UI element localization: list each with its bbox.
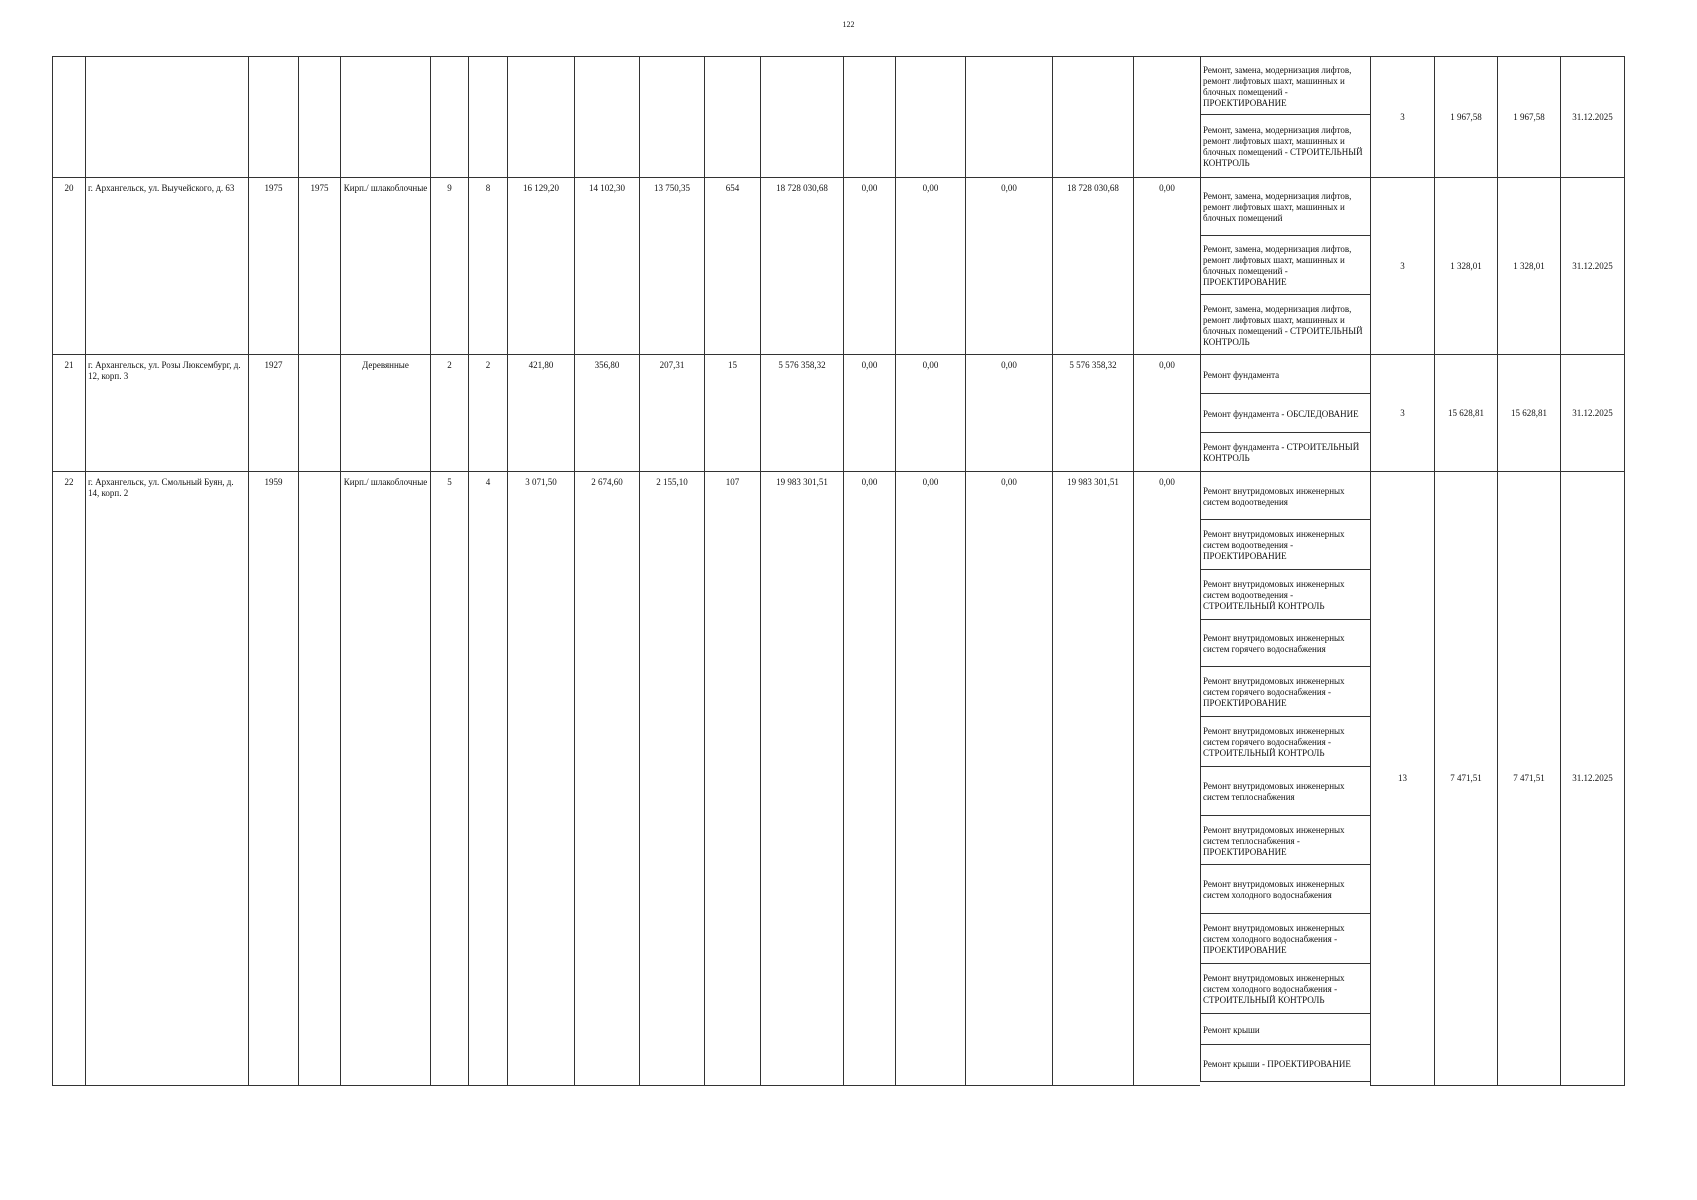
residential-area-cell: 356,80 — [574, 354, 639, 471]
wall-material-cell — [340, 56, 430, 177]
work-item: Ремонт, замена, модернизация лифтов, ремонт лифтовых шахт, машинных и блочных помещений - ПРОЕКТИРОВАНИЕ — [1200, 235, 1370, 294]
cost-total-cell: 18 728 030,68 — [760, 177, 843, 354]
work-item: Ремонт, замена, модернизация лифтов, ремонт лифтовых шахт, машинных и блочных помещений — [1200, 177, 1370, 235]
floors-cell — [430, 56, 468, 177]
work-item: Ремонт внутридомовых инженерных систем холодного водоснабжения — [1200, 864, 1370, 913]
max-cost-cell: 7 471,51 — [1497, 471, 1560, 1086]
commission-year-cell: 1927 — [248, 354, 298, 471]
unit-cost-cell: 1 967,58 — [1434, 56, 1497, 177]
cost-owners-cell: 5 576 358,32 — [1052, 354, 1133, 471]
page-number: 122 — [842, 20, 855, 29]
row-number: 21 — [52, 354, 85, 471]
residential-area-cell: 2 674,60 — [574, 471, 639, 1086]
cost-total-cell — [760, 56, 843, 177]
address-cell: г. Архангельск, ул. Смольный Буян, д. 14, корп. 2 — [85, 471, 248, 1086]
commission-year-cell: 1975 — [248, 177, 298, 354]
work-item: Ремонт крыши - ПРОЕКТИРОВАНИЕ — [1200, 1044, 1370, 1082]
owned-area-cell: 2 155,10 — [639, 471, 704, 1086]
row-number: 22 — [52, 471, 85, 1086]
cost-fund-cell: 0,00 — [843, 471, 895, 1086]
cost-fund-cell: 0,00 — [843, 354, 895, 471]
work-item: Ремонт фундамента - СТРОИТЕЛЬНЫЙ КОНТРОЛЬ — [1200, 432, 1370, 471]
cost-owners-cell — [1052, 56, 1133, 177]
work-item: Ремонт крыши — [1200, 1013, 1370, 1044]
total-area-cell: 16 129,20 — [507, 177, 574, 354]
address-cell — [85, 56, 248, 177]
cost-owners-cell: 19 983 301,51 — [1052, 471, 1133, 1086]
last-overhaul-year-cell — [298, 56, 340, 177]
entrances-cell: 8 — [468, 177, 507, 354]
cost-other-cell: 0,00 — [1133, 471, 1200, 1086]
entrances-cell — [468, 56, 507, 177]
deadline-cell: 31.12.2025 — [1560, 354, 1625, 471]
last-overhaul-year-cell — [298, 354, 340, 471]
row-number: 20 — [52, 177, 85, 354]
quantity-cell: 3 — [1370, 354, 1434, 471]
total-area-cell: 421,80 — [507, 354, 574, 471]
entrances-cell: 2 — [468, 354, 507, 471]
work-item: Ремонт внутридомовых инженерных систем горячего водоснабжения - СТРОИТЕЛЬНЫЙ КОНТРОЛЬ — [1200, 716, 1370, 766]
cost-fund-cell: 0,00 — [843, 177, 895, 354]
unit-cost-cell: 15 628,81 — [1434, 354, 1497, 471]
owned-area-cell — [639, 56, 704, 177]
deadline-cell: 31.12.2025 — [1560, 471, 1625, 1086]
cost-budget2-cell: 0,00 — [965, 354, 1052, 471]
cost-budget1-cell: 0,00 — [895, 354, 965, 471]
work-item: Ремонт внутридомовых инженерных систем теплоснабжения — [1200, 766, 1370, 815]
quantity-cell: 13 — [1370, 471, 1434, 1086]
work-item: Ремонт внутридомовых инженерных систем холодного водоснабжения - СТРОИТЕЛЬНЫЙ КОНТРОЛЬ — [1200, 963, 1370, 1013]
max-cost-cell: 1 328,01 — [1497, 177, 1560, 354]
last-overhaul-year-cell: 1975 — [298, 177, 340, 354]
work-item: Ремонт фундамента - ОБСЛЕДОВАНИЕ — [1200, 393, 1370, 432]
work-item: Ремонт фундамента — [1200, 354, 1370, 393]
entrances-cell: 4 — [468, 471, 507, 1086]
cost-fund-cell — [843, 56, 895, 177]
work-item: Ремонт внутридомовых инженерных систем холодного водоснабжения - ПРОЕКТИРОВАНИЕ — [1200, 913, 1370, 963]
floors-cell: 9 — [430, 177, 468, 354]
commission-year-cell: 1959 — [248, 471, 298, 1086]
work-item: Ремонт внутридомовых инженерных систем горячего водоснабжения - ПРОЕКТИРОВАНИЕ — [1200, 666, 1370, 716]
cost-other-cell: 0,00 — [1133, 354, 1200, 471]
residents-cell: 15 — [704, 354, 760, 471]
floors-cell: 2 — [430, 354, 468, 471]
wall-material-cell: Деревянные — [340, 354, 430, 471]
work-item: Ремонт, замена, модернизация лифтов, ремонт лифтовых шахт, машинных и блочных помещений - ПРОЕКТИРОВАНИЕ — [1200, 56, 1370, 114]
cost-budget2-cell: 0,00 — [965, 177, 1052, 354]
cost-budget1-cell: 0,00 — [895, 471, 965, 1086]
commission-year-cell — [248, 56, 298, 177]
work-item: Ремонт внутридомовых инженерных систем водоотведения - СТРОИТЕЛЬНЫЙ КОНТРОЛЬ — [1200, 569, 1370, 619]
row-number — [52, 56, 85, 177]
last-overhaul-year-cell — [298, 471, 340, 1086]
address-cell: г. Архангельск, ул. Розы Люксембург, д. 12, корп. 3 — [85, 354, 248, 471]
residents-cell — [704, 56, 760, 177]
max-cost-cell: 1 967,58 — [1497, 56, 1560, 177]
residents-cell: 654 — [704, 177, 760, 354]
deadline-cell: 31.12.2025 — [1560, 177, 1625, 354]
wall-material-cell: Кирп./ шлакоблочные — [340, 471, 430, 1086]
address-cell: г. Архангельск, ул. Выучейского, д. 63 — [85, 177, 248, 354]
owned-area-cell: 13 750,35 — [639, 177, 704, 354]
cost-budget1-cell: 0,00 — [895, 177, 965, 354]
floors-cell: 5 — [430, 471, 468, 1086]
residential-area-cell — [574, 56, 639, 177]
work-item: Ремонт, замена, модернизация лифтов, ремонт лифтовых шахт, машинных и блочных помещений - СТРОИТЕЛЬНЫЙ КОНТРОЛЬ — [1200, 294, 1370, 354]
unit-cost-cell: 7 471,51 — [1434, 471, 1497, 1086]
max-cost-cell: 15 628,81 — [1497, 354, 1560, 471]
work-item: Ремонт, замена, модернизация лифтов, ремонт лифтовых шахт, машинных и блочных помещений - СТРОИТЕЛЬНЫЙ КОНТРОЛЬ — [1200, 114, 1370, 177]
work-item: Ремонт внутридомовых инженерных систем водоотведения - ПРОЕКТИРОВАНИЕ — [1200, 519, 1370, 569]
cost-total-cell: 5 576 358,32 — [760, 354, 843, 471]
total-area-cell — [507, 56, 574, 177]
cost-budget2-cell: 0,00 — [965, 471, 1052, 1086]
cost-budget2-cell — [965, 56, 1052, 177]
work-item: Ремонт внутридомовых инженерных систем горячего водоснабжения — [1200, 619, 1370, 666]
cost-total-cell: 19 983 301,51 — [760, 471, 843, 1086]
residents-cell: 107 — [704, 471, 760, 1086]
quantity-cell: 3 — [1370, 56, 1434, 177]
unit-cost-cell: 1 328,01 — [1434, 177, 1497, 354]
wall-material-cell: Кирп./ шлакоблочные — [340, 177, 430, 354]
cost-owners-cell: 18 728 030,68 — [1052, 177, 1133, 354]
cost-other-cell: 0,00 — [1133, 177, 1200, 354]
total-area-cell: 3 071,50 — [507, 471, 574, 1086]
cost-budget1-cell — [895, 56, 965, 177]
deadline-cell: 31.12.2025 — [1560, 56, 1625, 177]
work-item: Ремонт внутридомовых инженерных систем водоотведения — [1200, 471, 1370, 519]
cost-other-cell — [1133, 56, 1200, 177]
work-item: Ремонт внутридомовых инженерных систем теплоснабжения - ПРОЕКТИРОВАНИЕ — [1200, 815, 1370, 864]
quantity-cell: 3 — [1370, 177, 1434, 354]
owned-area-cell: 207,31 — [639, 354, 704, 471]
residential-area-cell: 14 102,30 — [574, 177, 639, 354]
